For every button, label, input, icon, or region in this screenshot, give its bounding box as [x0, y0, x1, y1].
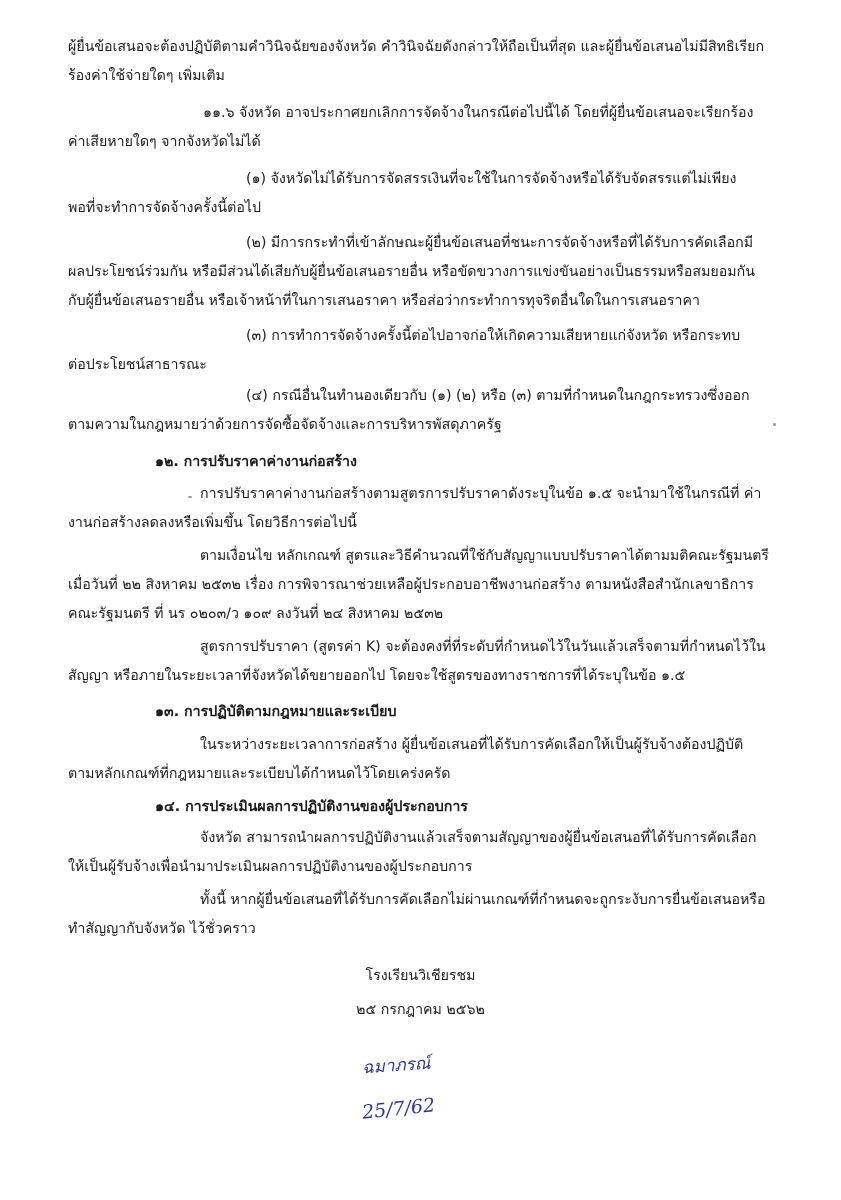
item-2: (๒) มีการกระทำที่เข้าลักษณะผู้ยื่นข้อเสนอที่ชนะการจัดจ้างหรือที่ได้รับการคัดเลือกมี: [246, 235, 754, 251]
text-line: ร้องค่าใช้จ่ายใดๆ เพิ่มเติม: [68, 68, 225, 84]
handwritten-initials: ฉมาภรณ์: [361, 1053, 432, 1079]
text-line: ตามเงื่อนไข หลักเกณฑ์ สูตรและวิธีคำนวณที่ใช้กับสัญญาแบบปรับราคาได้ตามมติคณะรัฐมนตรี: [200, 548, 769, 564]
text-line: ผู้ยื่นข้อเสนอจะต้องปฏิบัติตามคำวินิจฉัยของจังหวัด คำวินิจฉัยดังกล่าวให้ถือเป็นที่สุด และผู้ยื่นข้อเสนอไม่มีสิทธิเรียก: [68, 39, 765, 55]
clause-11-6: ๑๑.๖ จังหวัด อาจประกาศยกเลิกการจัดจ้างในกรณีต่อไปนี้ได้ โดยที่ผู้ยื่นข้อเสนอจะเรียกร้อง: [203, 105, 754, 121]
text-line: เมื่อวันที่ ๒๒ สิงหาคม ๒๕๓๒ เรื่อง การพิจารณาช่วยเหลือผู้ประกอบอาชีพงานก่อสร้าง ตามหนังสือสำนักเลขาธิการ: [68, 577, 754, 593]
item-1: (๑) จังหวัดไม่ได้รับการจัดสรรเงินที่จะใช้ในการจัดจ้างหรือได้รับจัดสรรแต่ไม่เพียง: [246, 171, 737, 187]
scan-speck: [773, 423, 776, 426]
handwritten-date: 25/7/62: [361, 1094, 437, 1124]
item-4: (๔) กรณีอื่นในทำนองเดียวกับ (๑) (๒) หรือ (๓) ตามที่กำหนดในกฎกระทรวงซึ่งออก: [246, 388, 750, 404]
text-line: งานก่อสร้างลดลงหรือเพิ่มขึ้น โดยวิธีการต่อไปนี้: [68, 515, 357, 531]
text-line: ทำสัญญากับจังหวัด ไว้ชั่วคราว: [68, 921, 256, 937]
item-3: (๓) การทำการจัดจ้างครั้งนี้ต่อไปอาจก่อให้เกิดความเสียหายแก่จังหวัด หรือกระทบ: [246, 328, 741, 344]
text-line: พอที่จะทำการจัดจ้างครั้งนี้ต่อไป: [68, 200, 261, 216]
text-line: ให้เป็นผู้รับจ้างเพื่อนำมาประเมินผลการปฏิบัติงานของผู้ประกอบการ: [68, 859, 473, 875]
section-heading-14: ๑๔. การประเมินผลการปฏิบัติงานของผู้ประกอบการ: [155, 799, 468, 815]
text-line: คณะรัฐมนตรี ที่ นร ๐๒๐๓/ว ๑๐๙ ลงวันที่ ๒๔ สิงหาคม ๒๕๓๒: [68, 606, 444, 622]
scan-speck: [188, 496, 192, 498]
signature-date: ๒๕ กรกฎาคม ๒๕๖๒: [356, 1002, 485, 1018]
text-line: ตามความในกฎหมายว่าด้วยการจัดซื้อจัดจ้างและการบริหารพัสดุภาครัฐ: [68, 417, 502, 433]
text-line: ทั้งนี้ หากผู้ยื่นข้อเสนอที่ได้รับการคัดเลือกไม่ผ่านเกณฑ์ที่กำหนดจะถูกระงับการยื่นข้อเสนอหรือ: [200, 892, 766, 908]
text-line: ผลประโยชน์ร่วมกัน หรือมีส่วนได้เสียกับผู้ยื่นข้อเสนอรายอื่น หรือขัดขวางการแข่งขันอย่างเป็นธรรมหรือสมยอมกัน: [68, 264, 755, 280]
text-line: จังหวัด สามารถนำผลการปฏิบัติงานแล้วเสร็จตามสัญญาของผู้ยื่นข้อเสนอที่ได้รับการคัดเลือก: [200, 830, 757, 846]
text-line: ต่อประโยชน์สาธารณะ: [68, 357, 207, 373]
text-line: ตามหลักเกณฑ์ที่กฎหมายและระเบียบได้กำหนดไว้โดยเคร่งครัด: [68, 766, 451, 782]
text-line: ค่าเสียหายใดๆ จากจังหวัดไม่ได้: [68, 134, 261, 150]
text-line: สัญญา หรือภายในระยะเวลาที่จังหวัดได้ขยายออกไป โดยจะใช้สูตรของทางราชการที่ได้ระบุในข้อ ๑.๕: [68, 668, 686, 684]
text-line: การปรับราคาค่างานก่อสร้างตามสูตรการปรับราคาดังระบุในข้อ ๑.๕ จะนำมาใช้ในกรณีที่ ค่า: [200, 486, 762, 502]
signature-organization: โรงเรียนวิเชียรชม: [365, 968, 476, 984]
section-heading-13: ๑๓. การปฏิบัติตามกฎหมายและระเบียบ: [155, 704, 397, 720]
text-line: สูตรการปรับราคา (สูตรค่า K) จะต้องคงที่ที่ระดับที่กำหนดไว้ในวันแล้วเสร็จตามที่กำหนดไว้ใน: [200, 639, 766, 655]
text-line: ในระหว่างระยะเวลาการก่อสร้าง ผู้ยื่นข้อเสนอที่ได้รับการคัดเลือกให้เป็นผู้รับจ้างต้องปฏิบัติ: [200, 737, 744, 753]
section-heading-12: ๑๒. การปรับราคาค่างานก่อสร้าง: [155, 454, 357, 470]
text-line: กับผู้ยื่นข้อเสนอรายอื่น หรือเจ้าหน้าที่ในการเสนอราคา หรือส่อว่ากระทำการทุจริตอื่นใดในการเสนอราคา: [68, 293, 700, 309]
